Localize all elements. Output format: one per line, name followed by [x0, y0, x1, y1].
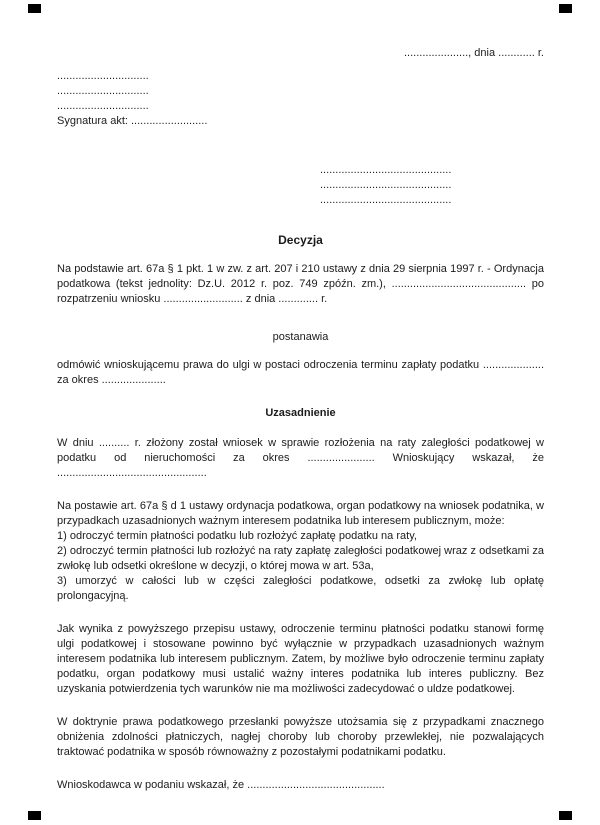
addressee-block [320, 163, 544, 208]
applicant-blank-line: .............................. [57, 100, 149, 112]
analysis-paragraph: Jak wynika z powyższego przepisu ustawy, odroczenie terminu płatności podatku stanowi formę ulgi podatkowej i stosowane powinno być wyłącznie w przypadkach uzasadnionych ważnym interesem podatnika lub interesem publicznym. Zatem, by możliwe było odroczenie terminu zapłaty podatku, organ podatkowy musi ustalić ważny interes podatnika lub interes publiczny. Bez uzyskania potwierdzenia tych warunków nie ma możliwości zadecydować o uldze podatkowej. [57, 623, 544, 695]
applicant-blank-line: .............................. [57, 70, 149, 82]
operative-word: postanawia [272, 331, 329, 343]
request-paragraph: W dniu .......... r. złożony został wniosek w sprawie rozłożenia na raty zaległości podatkowej w podatku od nieruchomości za okres ...................... Wnioskujący wskazał, że ................................................. [57, 437, 544, 479]
applicant-blank-line: .............................. [57, 85, 149, 97]
operative-paragraph: odmówić wnioskującemu prawa do ulgi w postaci odroczenia terminu zapłaty podatku .................... za okres ..................... [57, 359, 544, 386]
doctrine-paragraph: W doktrynie prawa podatkowego przesłanki powyższe utożsamia się z przypadkami znacznego obniżenia zdolności płatniczych, nagłej choroby lub choroby przewlekłej, nie pozwalających traktować podatnika w sposób równoważny z pozostałymi podatnikami podatku. [57, 716, 544, 758]
corner-mark-bottom-right [559, 811, 572, 820]
legal-provision-item: 2) odroczyć termin płatności lub rozłożyć na raty zapłatę zaległości podatkowej wraz z odsetkami za zwłokę lub odsetki określone w decyzji, o której mowa w art. 53a, [57, 545, 544, 572]
addressee-blank-line: ........................................... [320, 164, 452, 176]
corner-mark-top-left [28, 4, 41, 13]
legal-basis-paragraph: Na podstawie art. 67a § 1 pkt. 1 w zw. z art. 207 i 210 ustawy z dnia 29 sierpnia 1997 r. - Ordynacja podatkowa (tekst jednolity: Dz.U. 2012 r. poz. 749 zpóźn. zm.), ............................................ po rozpatrzeniu wniosku .......................... z dnia ............. r. [57, 263, 544, 305]
corner-mark-top-right [559, 4, 572, 13]
applicant-block [57, 69, 544, 129]
corner-mark-bottom-left [28, 811, 41, 820]
addressee-blank-line: ........................................... [320, 194, 452, 206]
applicant-claim-paragraph: Wnioskodawca w podaniu wskazał, że ............................................. [57, 779, 385, 791]
legal-provision-item: 1) odroczyć termin płatności podatku lub rozłożyć zapłatę podatku na raty, [57, 530, 417, 542]
legal-provision-item: 3) umorzyć w całości lub w części zaległości podatkowe, odsetki za zwłokę lub opłatę prolongacyjną. [57, 575, 544, 602]
case-number-line: Sygnatura akt: ......................... [57, 115, 208, 127]
document-title: Decyzja [278, 233, 323, 247]
place-date-line: ....................., dnia ............ r. [404, 47, 544, 59]
justification-heading: Uzasadnienie [265, 407, 336, 419]
legal-provision-block [57, 499, 544, 604]
legal-provision-intro: Na postawie art. 67a § d 1 ustawy ordynacja podatkowa, organ podatkowy na wniosek podatnika, w przypadkach uzasadnionych ważnym interesem podatnika lub interesem publicznym, może: [57, 500, 544, 527]
addressee-blank-line: ........................................... [320, 179, 452, 191]
